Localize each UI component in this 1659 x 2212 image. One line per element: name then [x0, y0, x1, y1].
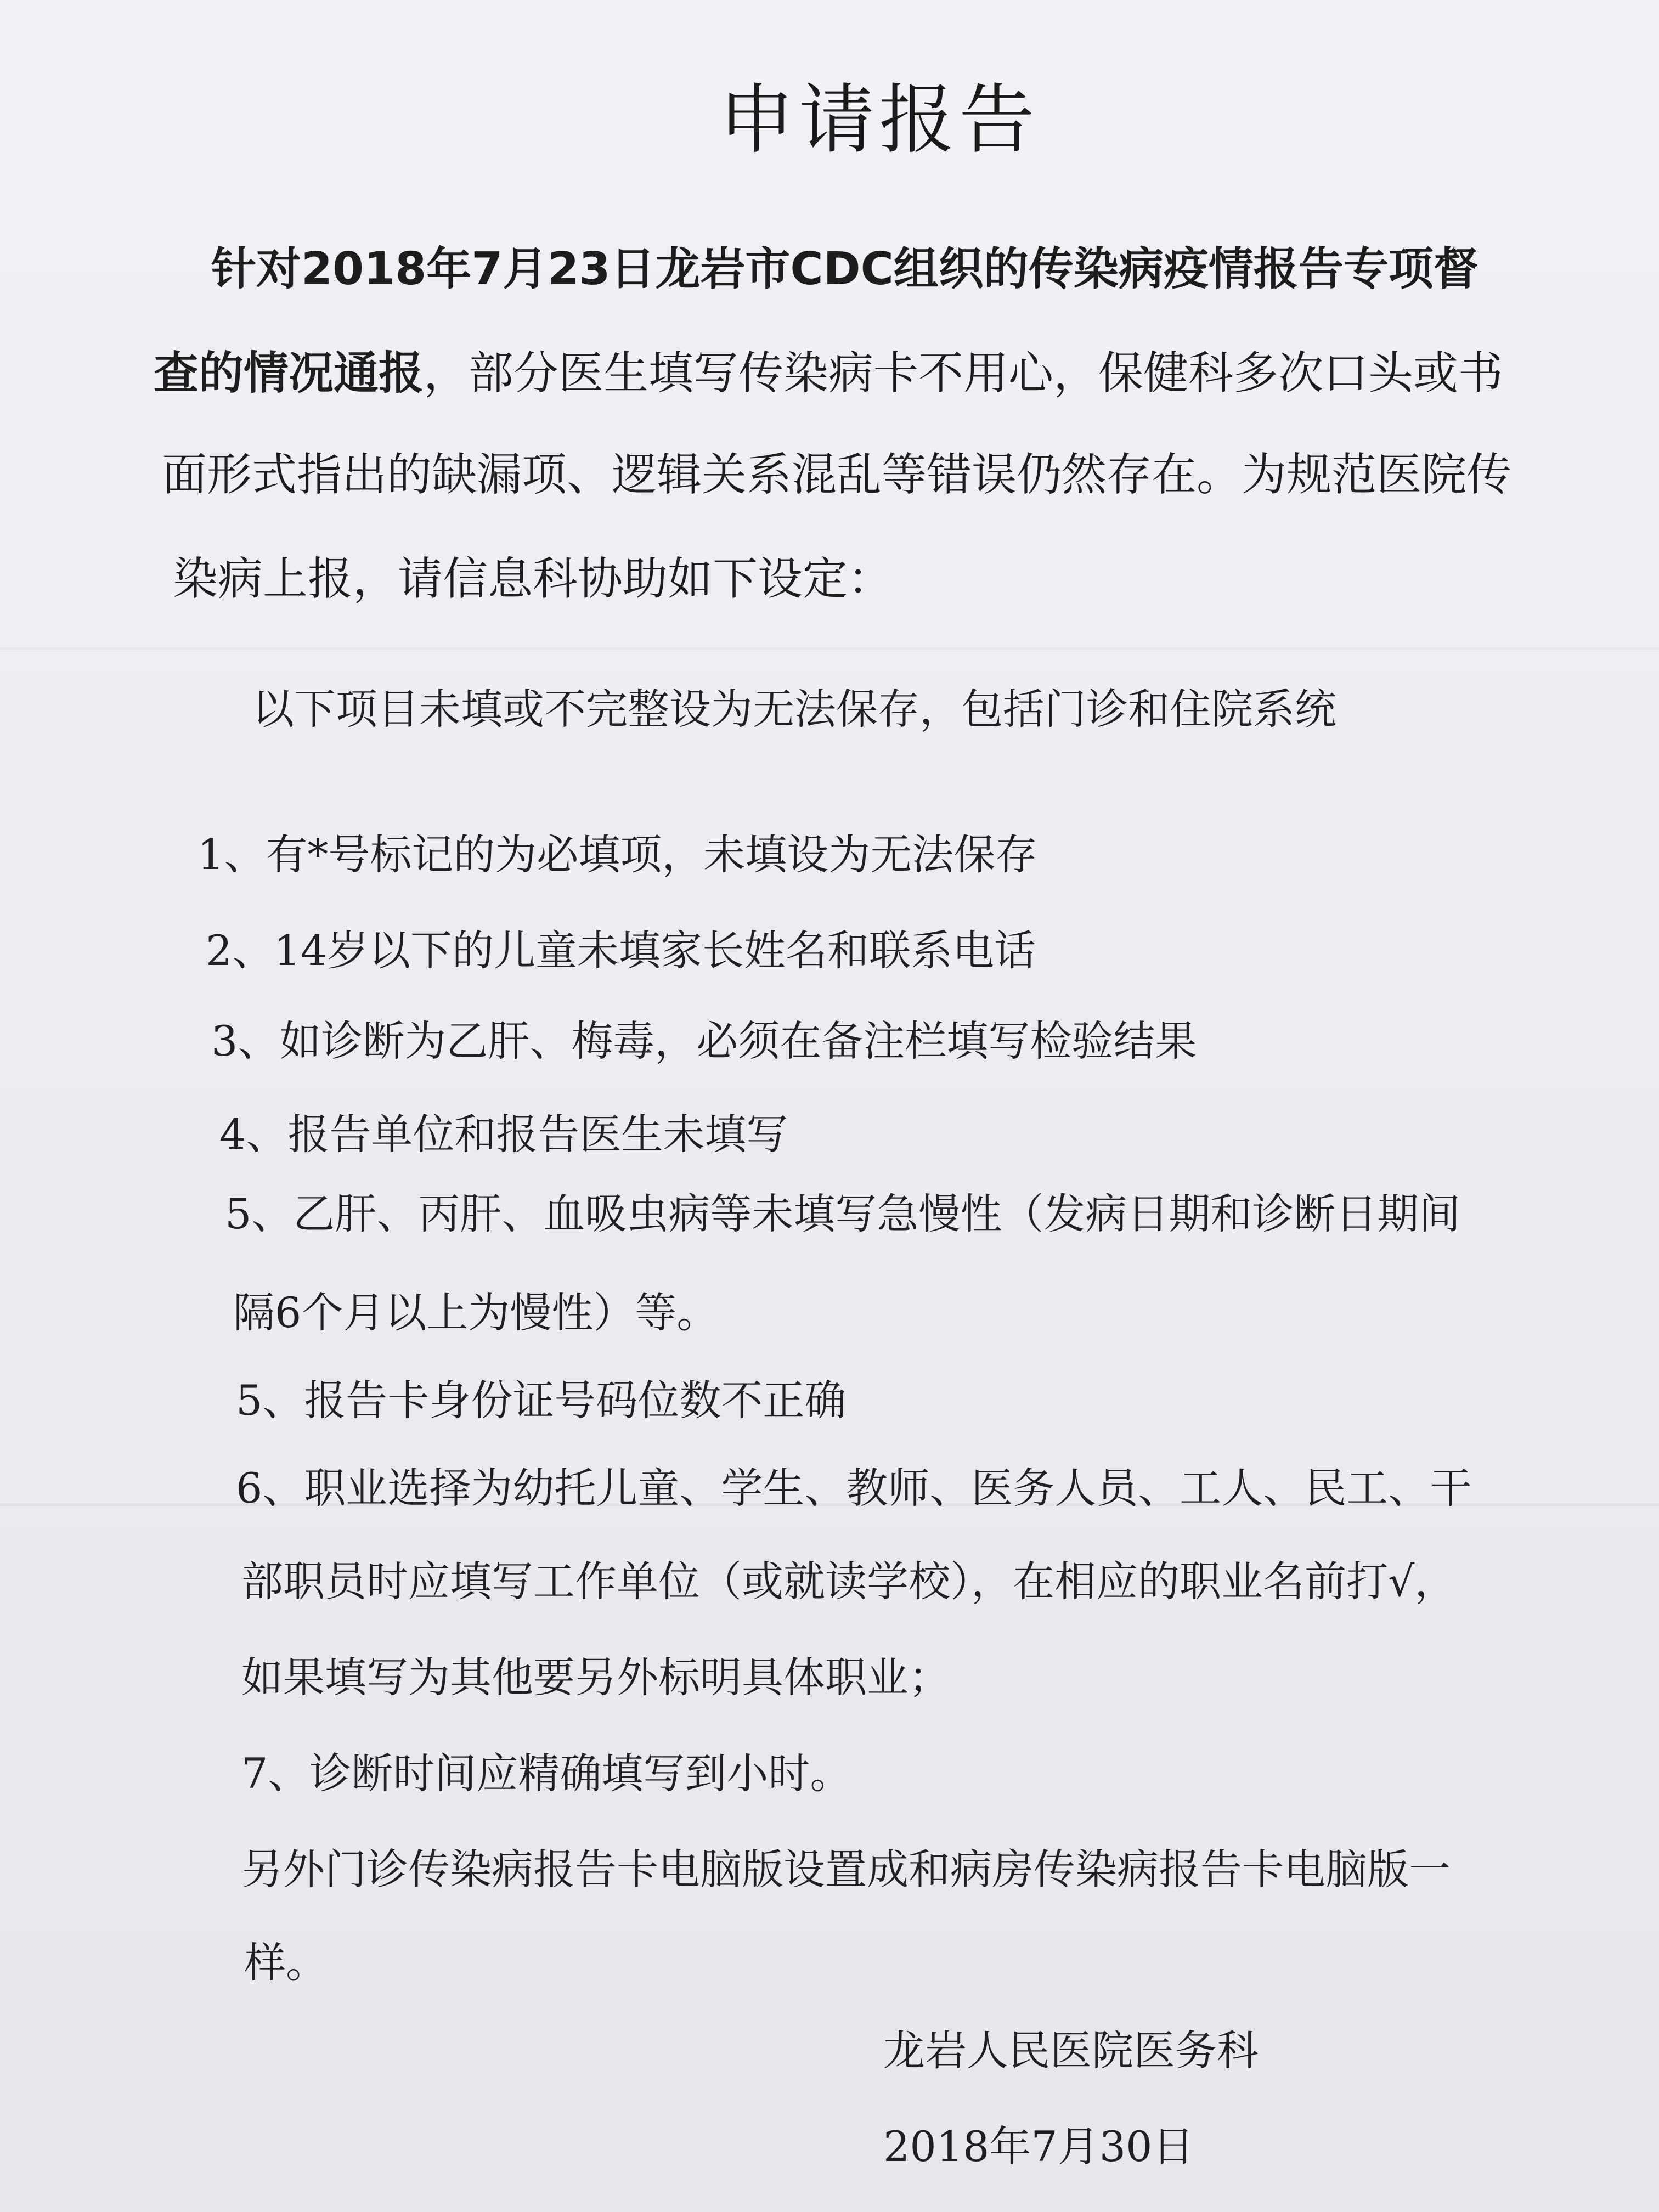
intro-line-2-bold: 查的情况通报 [154, 347, 424, 399]
list-item-6-line-3: 如果填写为其他要另外标明具体职业； [241, 1653, 950, 1702]
list-item-7: 7、诊断时间应精确填写到小时。 [241, 1749, 852, 1798]
signature-department: 龙岩人民医院医务科 [883, 2026, 1259, 2075]
intro-line-1: 针对2018年7月23日龙岩市CDC组织的传染病疫情报告专项督 [211, 243, 1479, 295]
list-item-5-line-2: 隔6个月以上为慢性）等。 [233, 1288, 719, 1337]
intro-line-3: 面形式指出的缺漏项、逻辑关系混乱等错误仍然存在。为规范医院传 [162, 449, 1512, 501]
intro-line-2-rest: ，部分医生填写传染病卡不用心，保健科多次口头或书 [424, 347, 1504, 399]
closing-line-1: 另外门诊传染病报告卡电脑版设置成和病房传染病报告卡电脑版一 [241, 1845, 1451, 1894]
intro-line-4: 染病上报，请信息科协助如下设定： [173, 553, 893, 605]
paper-fold [0, 647, 1659, 650]
closing-line-2: 样。 [244, 1938, 328, 1987]
list-item-6-line-1: 6、职业选择为幼托儿童、学生、教师、医务人员、工人、民工、干 [236, 1464, 1472, 1513]
list-item-5b: 5、报告卡身份证号码位数不正确 [236, 1376, 847, 1425]
list-item-3: 3、如诊断为乙肝、梅毒，必须在备注栏填写检验结果 [211, 1017, 1197, 1065]
rule-statement: 以下项目未填或不完整设为无法保存，包括门诊和住院系统 [252, 685, 1336, 733]
intro-line-2 [154, 347, 1504, 399]
list-item-1: 1、有*号标记的为必填项，未填设为无法保存 [198, 830, 1037, 879]
document-title: 申请报告 [719, 76, 1040, 164]
list-item-2: 2、14岁以下的儿童未填家长姓名和联系电话 [206, 926, 1036, 975]
signature-date: 2018年7月30日 [883, 2122, 1194, 2171]
list-item-5-line-1: 5、乙肝、丙肝、血吸虫病等未填写急慢性（发病日期和诊断日期间 [225, 1189, 1461, 1238]
list-item-4: 4、报告单位和报告医生未填写 [219, 1110, 788, 1159]
list-item-6-line-2: 部职员时应填写工作单位（或就读学校），在相应的职业名前打√， [241, 1557, 1457, 1606]
